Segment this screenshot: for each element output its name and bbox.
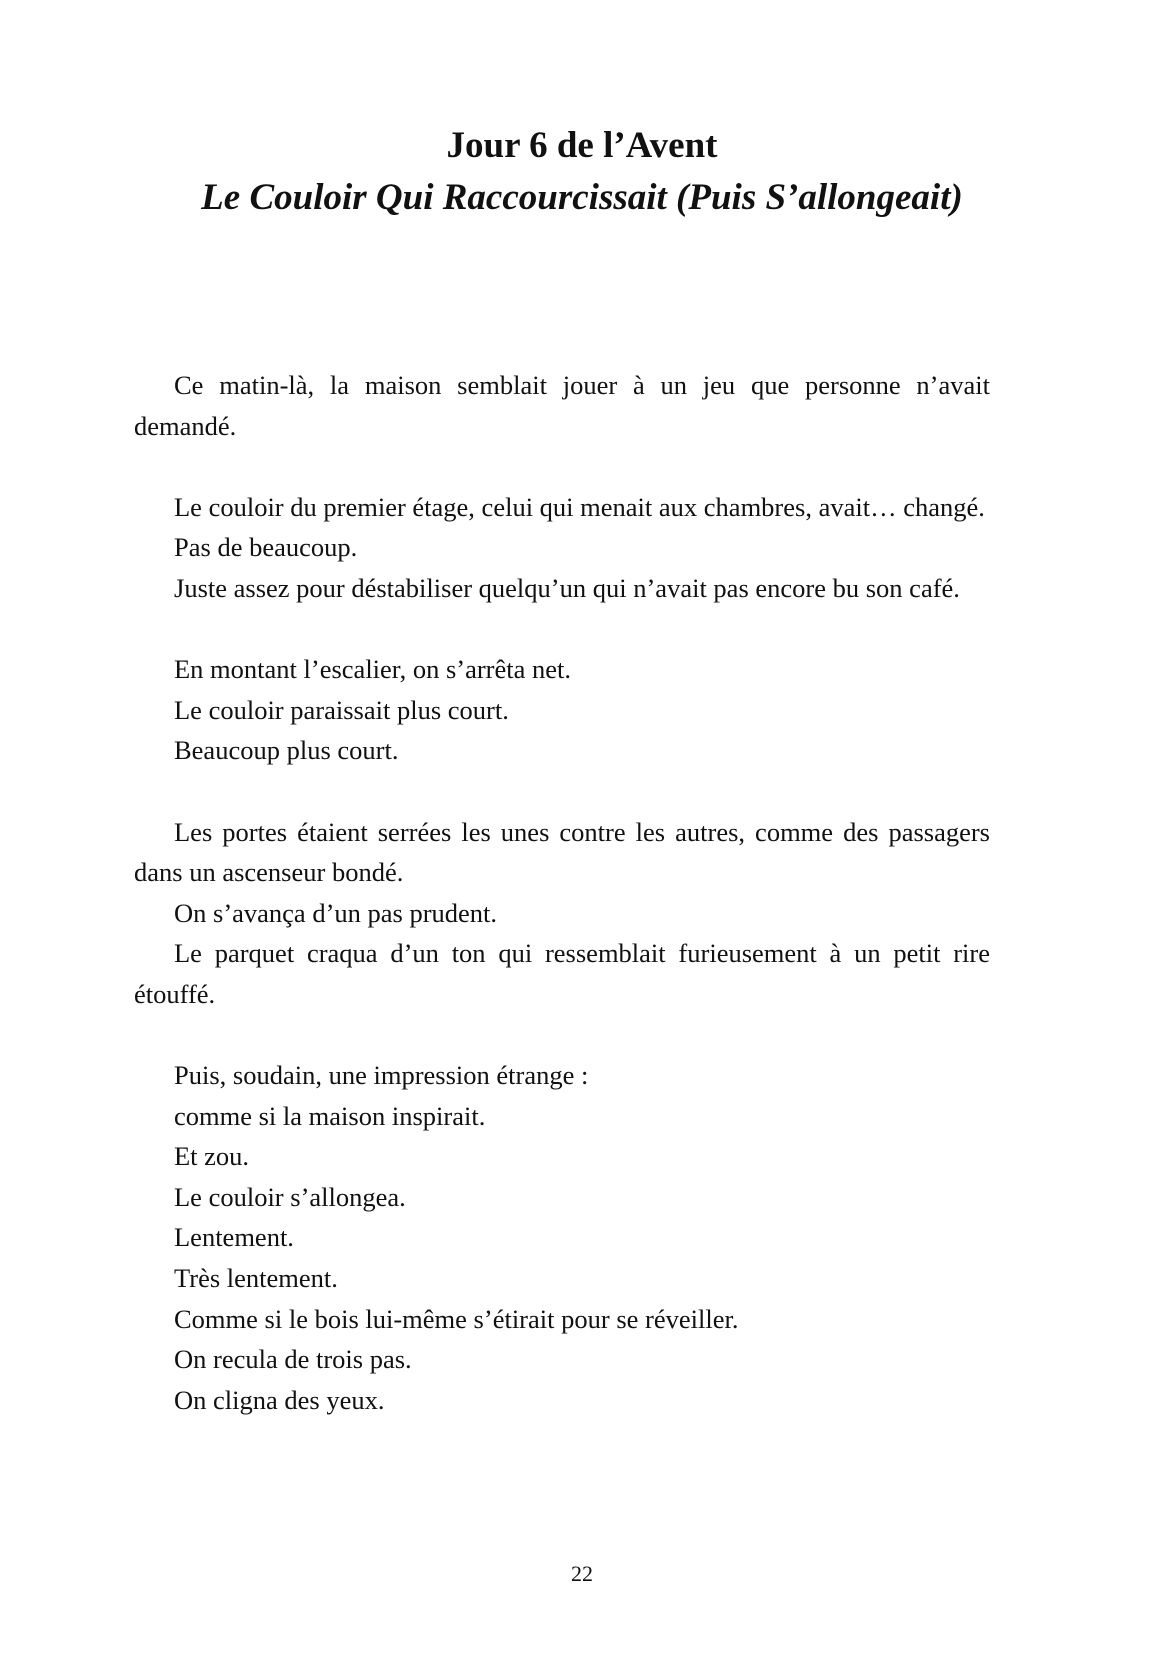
paragraph: On recula de trois pas.	[174, 1344, 412, 1375]
paragraph: Le couloir s’allongea.	[174, 1181, 406, 1212]
chapter-subtitle: Le Couloir Qui Raccourcissait (Puis S’allongeait)	[201, 177, 963, 218]
paragraph: Ce matin-là, la maison semblait jouer à un jeu que personne n’avait demandé.	[134, 370, 990, 441]
paragraph-gap	[134, 609, 990, 650]
paragraph-gap	[134, 771, 990, 812]
chapter-title: Jour 6 de l’Avent	[446, 125, 718, 166]
paragraph: Le parquet craqua d’un ton qui ressemblait furieusement à un petit rire étouffé.	[134, 938, 990, 1009]
paragraph: Les portes étaient serrées les unes contre les autres, comme des passagers dans un ascenseur bondé.	[134, 816, 990, 888]
paragraph-gap	[134, 446, 990, 487]
paragraph: Beaucoup plus court.	[174, 735, 399, 766]
paragraph: Juste assez pour déstabiliser quelqu’un qui n’avait pas encore bu son café.	[174, 572, 960, 603]
paragraph: On cligna des yeux.	[174, 1384, 385, 1415]
paragraph: Le couloir paraissait plus court.	[174, 694, 509, 725]
paragraph: Le couloir du premier étage, celui qui menait aux chambres, avait… changé.	[174, 491, 985, 522]
page-number: 22	[571, 1561, 593, 1586]
chapter-body	[134, 365, 990, 1420]
paragraph: Très lentement.	[174, 1263, 338, 1294]
paragraph: Comme si le bois lui-même s’étirait pour se réveiller.	[174, 1303, 739, 1334]
paragraph: Lentement.	[174, 1222, 294, 1253]
paragraph-gap	[134, 1015, 990, 1056]
paragraph: Pas de beaucoup.	[174, 532, 358, 563]
paragraph: Puis, soudain, une impression étrange :	[174, 1060, 589, 1091]
paragraph: En montant l’escalier, on s’arrêta net.	[174, 654, 572, 685]
paragraph: On s’avança d’un pas prudent.	[174, 897, 498, 928]
paragraph: comme si la maison inspirait.	[174, 1100, 486, 1131]
paragraph: Et zou.	[174, 1141, 250, 1172]
